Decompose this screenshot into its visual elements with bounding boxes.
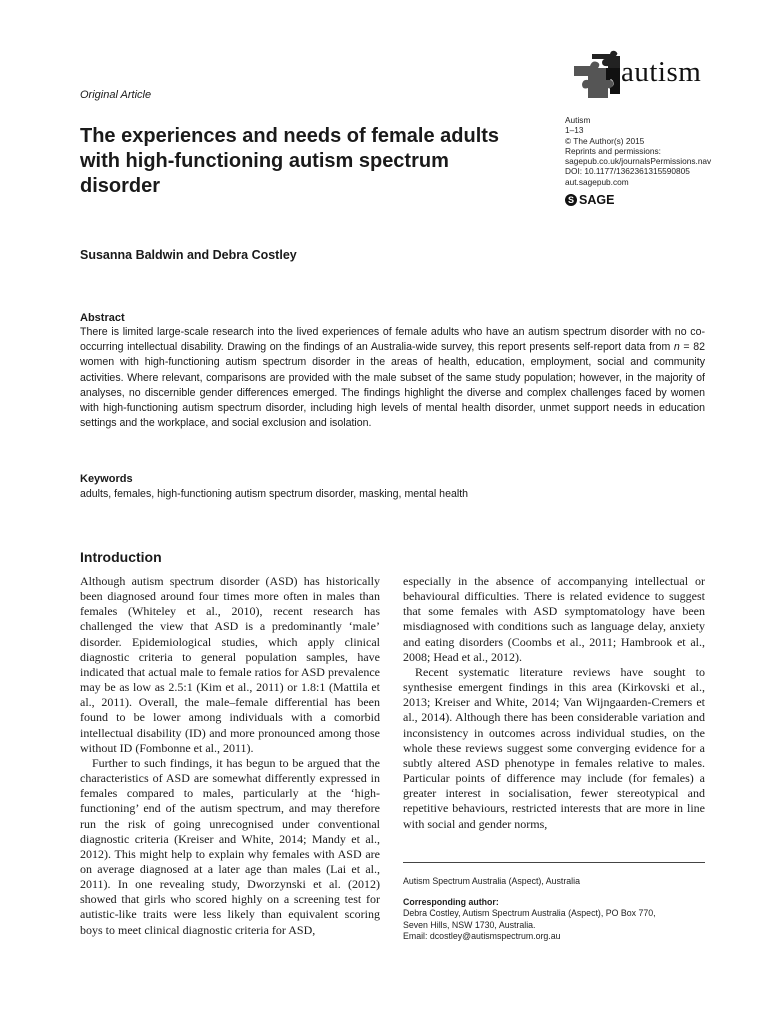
paragraph: especially in the absence of accompanying intellectual or behavioural difficulties. There is related evidence to suggest that some females with ASD symptomatology have been misdiagnosed with conditions such as language delay, anxiety and eating disorders (Coombs et al., 2011; Hambrook et al., 2008; Head et al., 2012). [403,574,705,664]
abstract-heading: Abstract [80,312,125,324]
body-column-left [80,574,380,938]
affiliation-footnote: Autism Spectrum Australia (Aspect), Australia [403,876,580,886]
abstract-text [80,325,705,431]
reprints-link[interactable]: sagepub.co.uk/journalsPermissions.nav [565,156,712,167]
authors: Susanna Baldwin and Debra Costley [80,248,297,262]
keywords-list: adults, females, high-functioning autism spectrum disorder, masking, mental health [80,488,469,500]
paragraph: Further to such findings, it has begun to be argued that the characteristics of ASD are somewhat differently expressed in females compared to males, particularly at the ‘high-functioning’ end of the autism spectrum, and may therefore run the risk of going unrecognised under conventional diagnostic criteria (Kreiser and White, 2014; Mandy et al., 2012). This might help to explain why females with ASD are on average diagnosed at a later age than males (Lai et al., 2011). In one revealing study, Dworzynski et al. (2012) showed that girls who scored highly on a screening test for autistic-like traits were less likely than equivalent scoring boys to meet clinical diagnostic criteria for ASD, [80,755,380,937]
article-type: Original Article [80,89,152,101]
journal-site-link[interactable]: aut.sagepub.com [565,176,629,187]
introduction-heading: Introduction [80,549,162,565]
page-range: 1–13 [565,125,584,136]
abstract-text-part1: There is limited large-scale research into the lived experiences of female adults who have an autism spectrum disorder with no co-occurring intellectual disability. Drawing on the findings of an Australia-wide survey, this report presents self-report data from [80,326,705,354]
doi[interactable]: DOI: 10.1177/1362361315590805 [565,166,690,177]
sage-icon: S [565,194,577,206]
corresponding-label: Corresponding author: [403,897,499,907]
abstract-text-part2: = 82 women with high-functioning autism spectrum disorder in the areas of health, education, employment, social and community activities. Where relevant, comparisons are provided with the male subset of the same study population; however, in the majority of analyses, no discernible gender differences emerged. The findings highlight the diverse and complex challenges faced by women with high-functioning autism spectrum disorder, including high levels of mental health disorder, unmet support needs in education settings and the workplace, and social exclusion and isolation. [80,341,705,430]
publisher-logo [565,192,614,208]
body-column-right [403,574,705,832]
journal-meta [565,115,755,187]
journal-logo-text: autism [621,56,702,88]
paragraph: Recent systematic literature reviews have sought to synthesise emergent findings in this area (Kirkovski et al., 2013; Kreiser and White, 2014; Van Wijngaarden-Cremers et al., 2014). Although there has been considerable variation and inconsistency in outcomes across individual studies, on the whole these reviews suggest some converging evidence for a subtly altered ASD phenotype in females relative to males. Particular points of difference may include (for females) a greater interest in socialisation, fewer stereotypical and repetitive behaviours, restricted interests that are more in line with social and gender norms, [403,664,705,831]
sample-size-symbol: n [673,341,680,354]
article-title: The experiences and needs of female adults with high-functioning autism spectrum disorder [80,125,500,197]
reprints-label: Reprints and permissions: [565,145,661,156]
corresponding-email[interactable]: Email: dcostley@autismspectrum.org.au [403,931,561,942]
keywords-heading: Keywords [80,473,133,485]
corresponding-address-line2: Seven Hills, NSW 1730, Australia. [403,919,536,930]
corresponding-address-line1: Debra Costley, Autism Spectrum Australia (Aspect), PO Box 770, [403,908,656,919]
corresponding-author-footnote [403,897,708,943]
copyright: © The Author(s) 2015 [565,135,645,146]
paragraph: Although autism spectrum disorder (ASD) has historically been diagnosed around four times more often in males than females (Whiteley et al., 2010), recent research has challenged the view that ASD is a predominantly ‘male’ disorder. Epidemiological studies, which apply clinical diagnostic criteria to general population samples, have indicated that actual male to female ratios for ASD prevalence may be as low as 2.5:1 (Kim et al., 2011) or 1.8:1 (Mattila et al., 2011). Overall, the male–female differential has been found to be lower among individuals with a comorbid intellectual disability (ID) and more pronounced among those without ID (Fombonne et al., 2011). [80,574,380,755]
journal-name: Autism [565,115,591,125]
footnote-divider [403,862,705,863]
publisher-name: SAGE [579,193,615,207]
